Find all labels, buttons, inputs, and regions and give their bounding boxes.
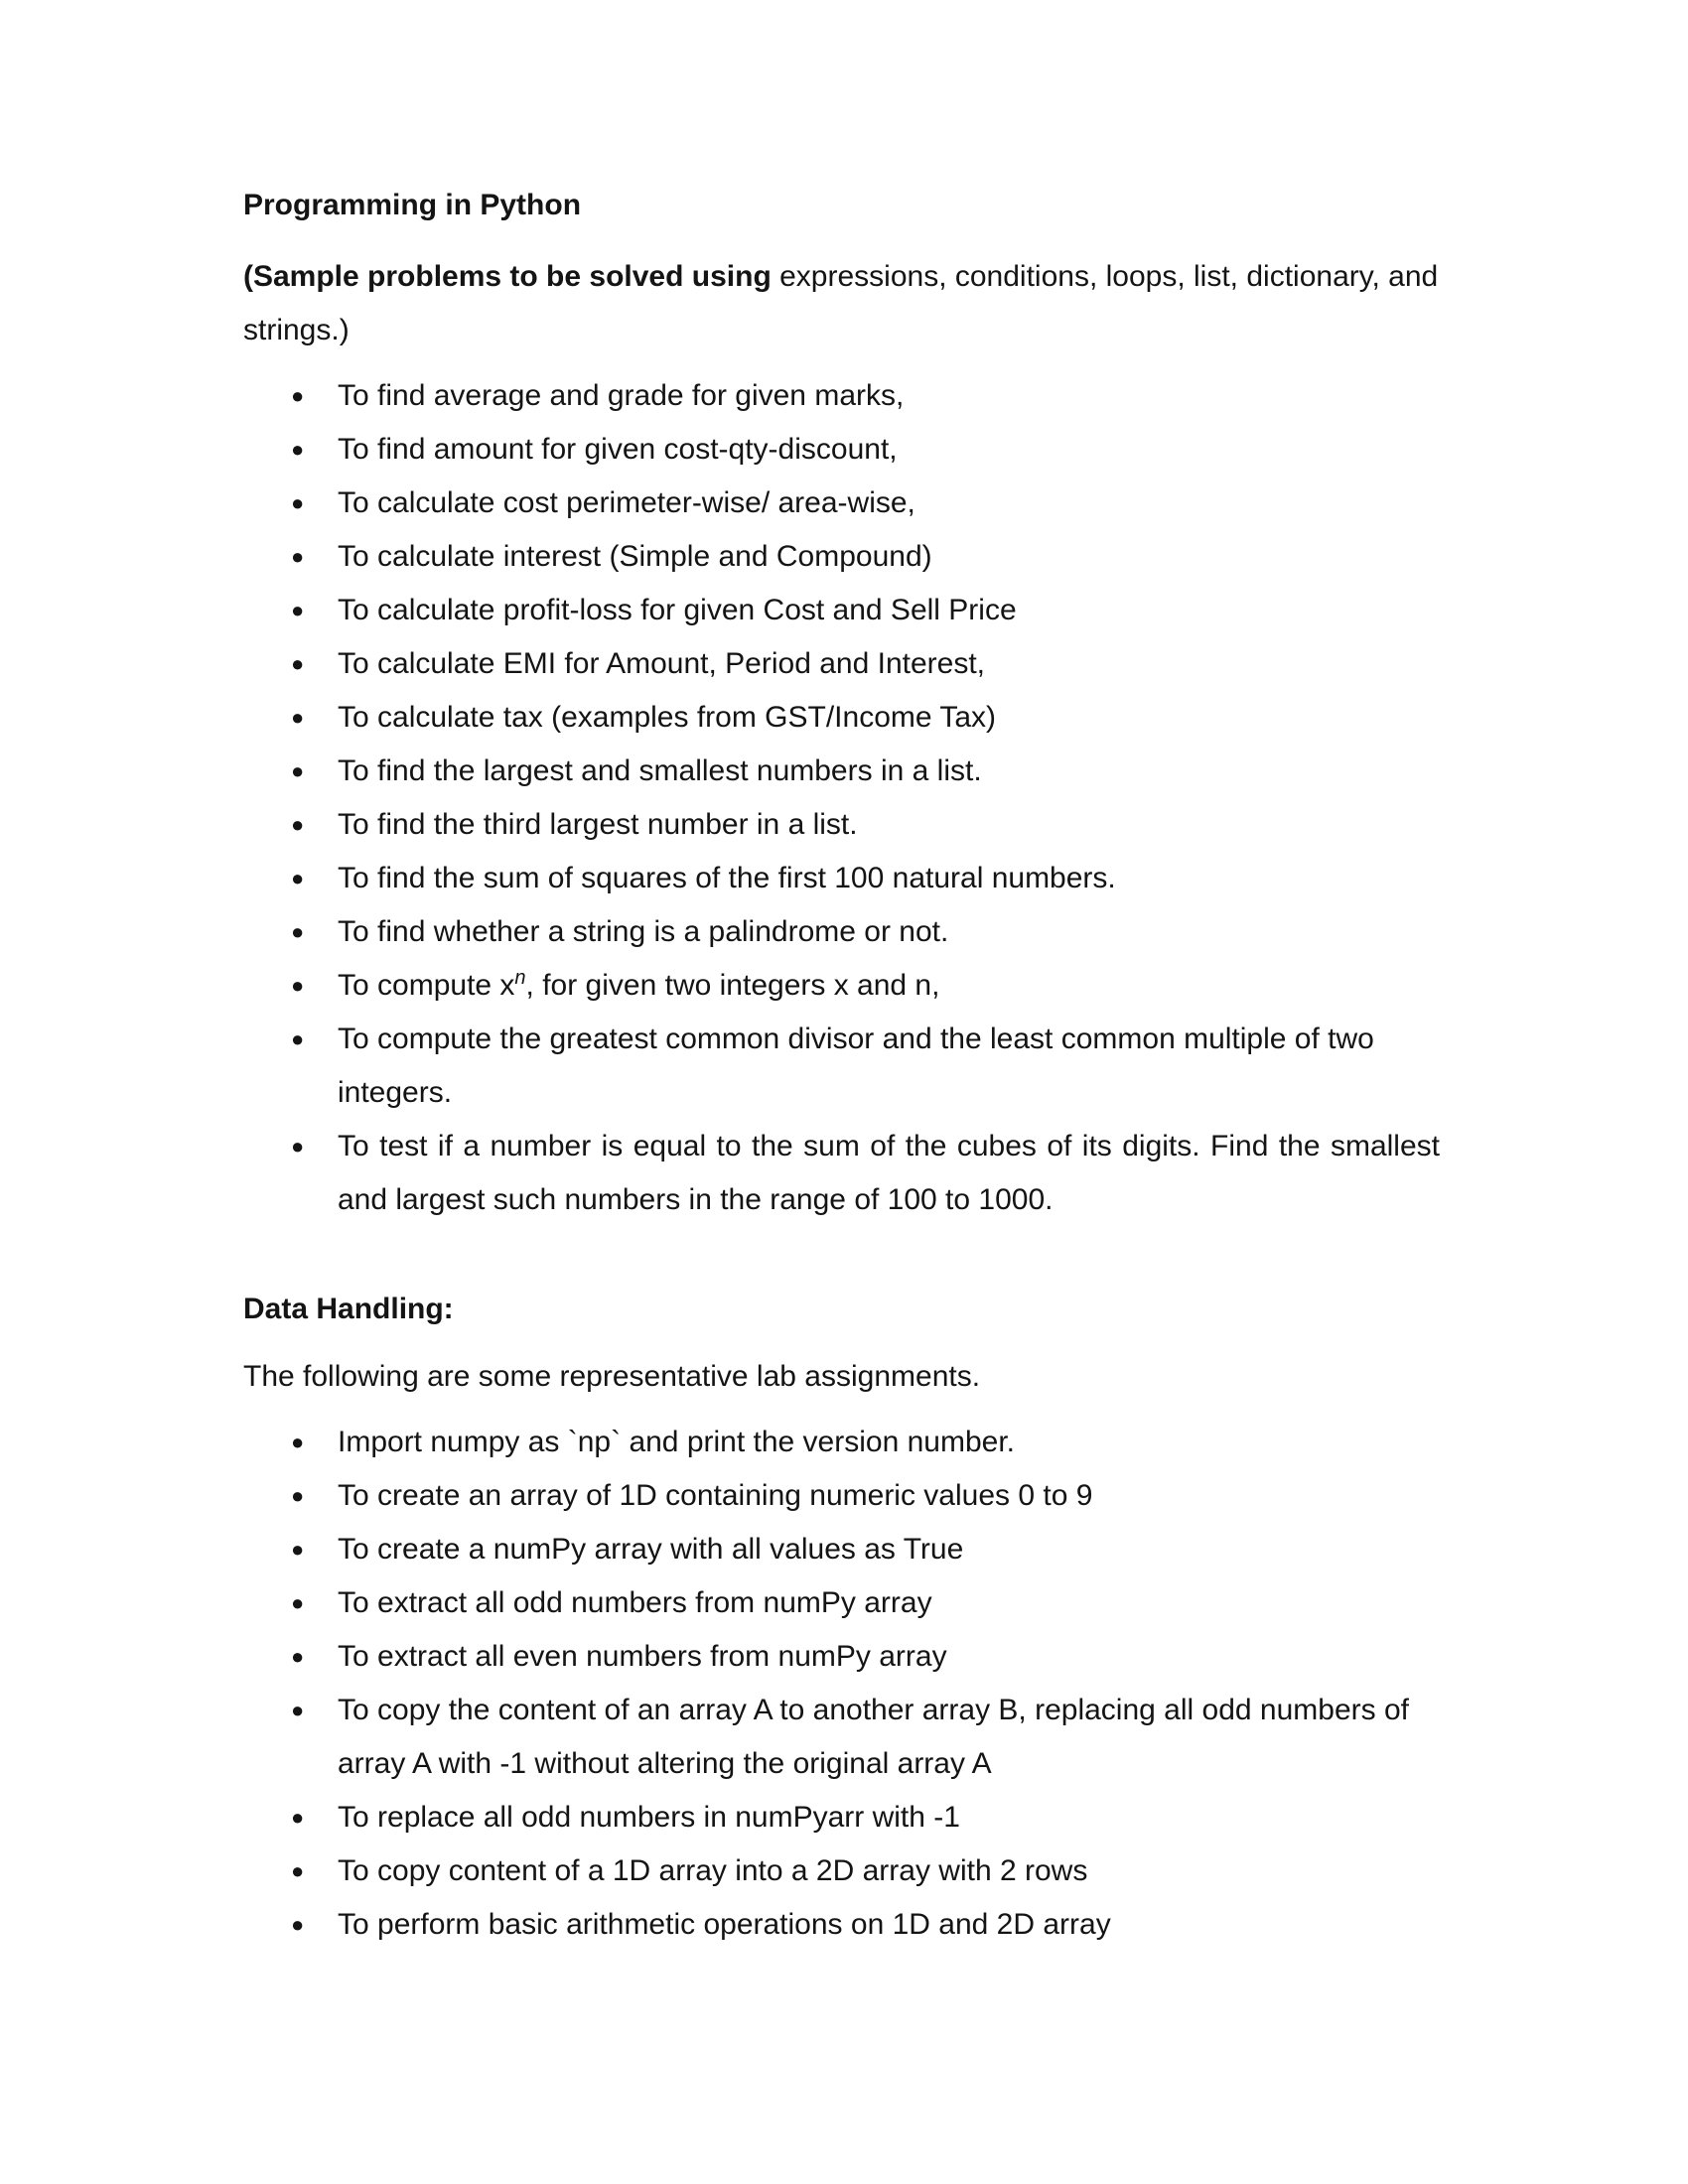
list-item: ● To perform basic arithmetic operations on 1D and 2D array — [243, 1898, 1440, 1952]
bullet-icon: ● — [291, 490, 305, 515]
list-item: ● To find amount for given cost-qty-discount, — [243, 423, 1440, 477]
list-item: ● To extract all even numbers from numPy array — [243, 1630, 1440, 1684]
list-item: ● To calculate cost perimeter-wise/ area-wise, — [243, 477, 1440, 530]
list-item: ● To calculate profit-loss for given Cost and Sell Price — [243, 584, 1440, 637]
bullet-icon: ● — [291, 1590, 305, 1615]
section-intro-data-handling: The following are some representative lab assignments. — [243, 1360, 981, 1393]
exponent-n: n — [514, 967, 526, 989]
bullet-icon: ● — [291, 383, 305, 408]
list-item: ● To find the sum of squares of the first 100 natural numbers. — [243, 852, 1440, 905]
python-problem-list — [243, 369, 1440, 1227]
list-item-power — [243, 959, 1440, 1013]
bullet-icon: ● — [291, 812, 305, 837]
bullet-icon: ● — [291, 866, 305, 890]
list-item: ● To create a numPy array with all values as True — [243, 1523, 1440, 1576]
list-item: ● To calculate EMI for Amount, Period and Interest, — [243, 637, 1440, 691]
bullet-icon: ● — [291, 919, 305, 944]
bullet-icon: ● — [291, 544, 305, 569]
bullet-icon: ● — [291, 758, 305, 783]
power-item-text: To compute $x^n$, for given two integers x and n, — [338, 967, 940, 1002]
list-item: ● To calculate tax (examples from GST/Income Tax) — [243, 691, 1440, 745]
bullet-icon: ● — [291, 1698, 305, 1722]
bullet-icon: ● — [291, 1483, 305, 1508]
bullet-icon: ● — [291, 1134, 305, 1159]
intro-rest-text: expressions, conditions, loops, list, dictionary, and strings.) — [243, 260, 1439, 346]
list-item: ● To copy the content of an array A to another array B, replacing all odd numbers of array A with -1 without altering the original array A — [243, 1684, 1440, 1791]
list-item: ● To compute the greatest common divisor and the least common multiple of two integers. — [243, 1013, 1440, 1120]
bullet-icon: ● — [291, 651, 305, 676]
section-intro-programming — [243, 250, 1440, 357]
bullet-icon: ● — [291, 1912, 305, 1937]
list-item: ● To find the largest and smallest numbers in a list. — [243, 745, 1440, 798]
bullet-icon: ● — [291, 973, 305, 998]
list-item: ● To find average and grade for given marks, — [243, 369, 1440, 423]
list-item: ● To test if a number is equal to the sum of the cubes of its digits. Find the smallest and largest such numbers in the range of 100 to 1000. — [243, 1120, 1440, 1227]
data-handling-list — [243, 1416, 1440, 1952]
bullet-icon: ● — [291, 598, 305, 622]
list-item: ● To create an array of 1D containing numeric values 0 to 9 — [243, 1469, 1440, 1523]
list-item: ● To replace all odd numbers in numPyarr with -1 — [243, 1791, 1440, 1844]
bullet-icon: ● — [291, 1430, 305, 1454]
bullet-icon: ● — [291, 1026, 305, 1051]
bullet-icon: ● — [291, 437, 305, 462]
list-item: ● To calculate interest (Simple and Compound) — [243, 530, 1440, 584]
list-item: ● To extract all odd numbers from numPy array — [243, 1576, 1440, 1630]
bullet-icon: ● — [291, 1644, 305, 1669]
bullet-icon: ● — [291, 1537, 305, 1562]
section-title-data-handling: Data Handling: — [243, 1293, 454, 1325]
intro-bold-text: (Sample problems to be solved using — [243, 260, 772, 293]
bullet-icon: ● — [291, 1858, 305, 1883]
list-item: ● To copy content of a 1D array into a 2D array with 2 rows — [243, 1844, 1440, 1898]
list-item: ● Import numpy as `np` and print the version number. — [243, 1416, 1440, 1469]
bullet-icon: ● — [291, 705, 305, 730]
bullet-icon: ● — [291, 1805, 305, 1830]
list-item: ● To find whether a string is a palindrome or not. — [243, 905, 1440, 959]
section-title-programming-in-python: Programming in Python — [243, 189, 582, 221]
document-content — [243, 179, 1440, 1952]
list-item: ● To find the third largest number in a list. — [243, 798, 1440, 852]
